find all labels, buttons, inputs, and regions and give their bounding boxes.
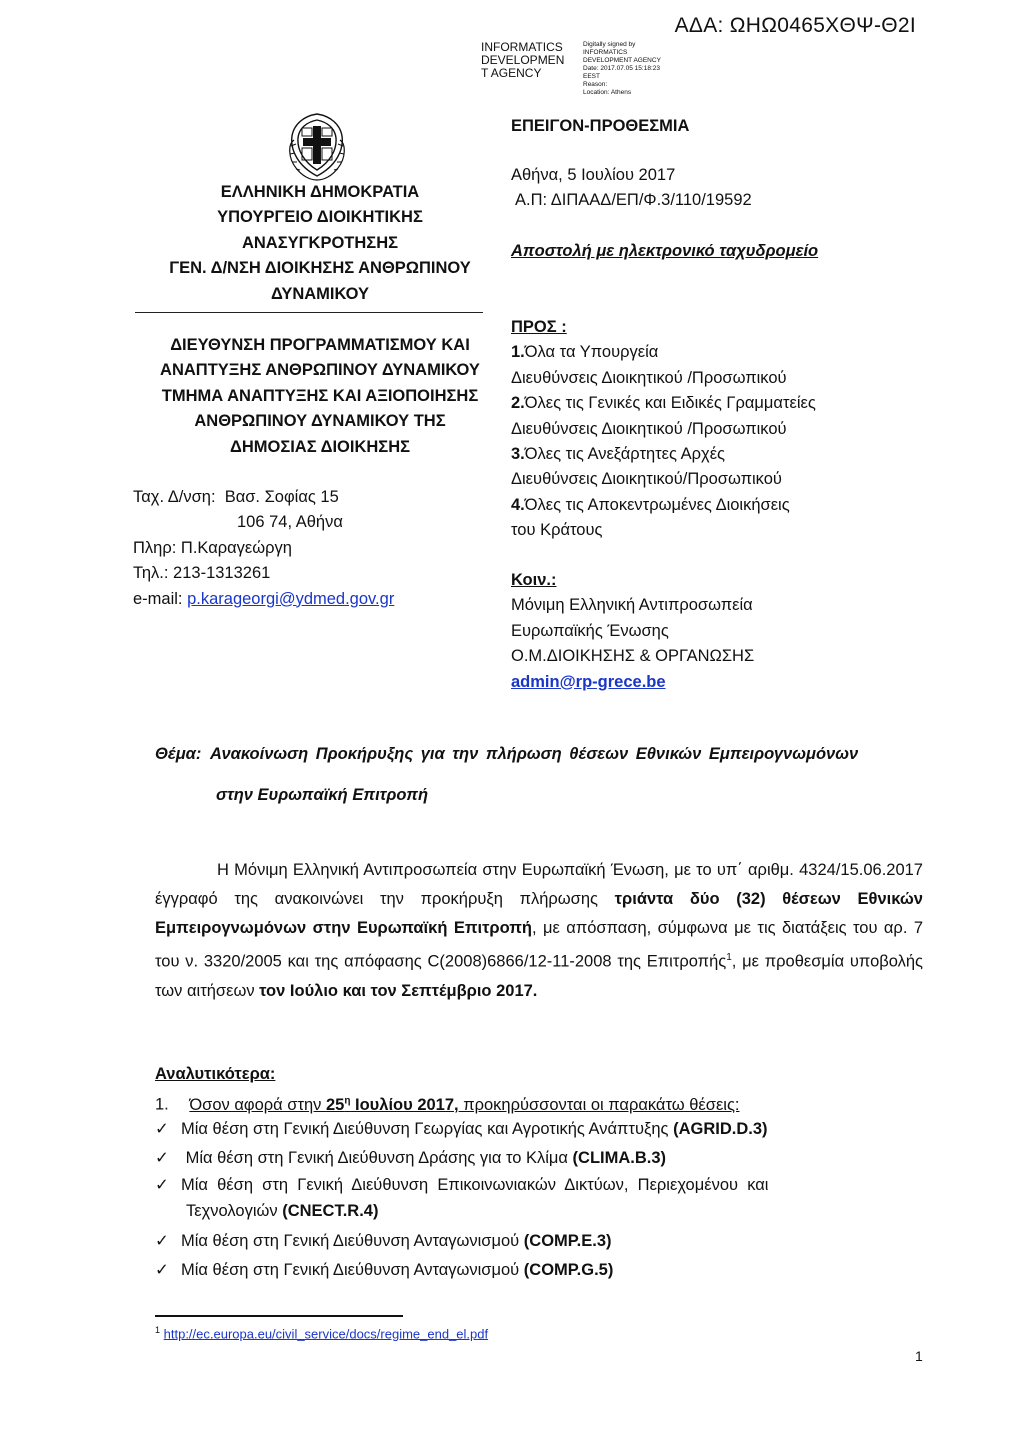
recipient-subline: Διευθύνσεις Διοικητικού /Προσωπικού: [511, 419, 787, 438]
details-heading: Αναλυτικότερα:: [155, 1065, 276, 1083]
email-link[interactable]: p.karageorgi@ydmed.gov.gr: [187, 589, 395, 608]
recipient-number: 1.: [511, 343, 525, 362]
recipients-block: [511, 315, 816, 544]
subject-label: Θέμα:: [155, 745, 202, 763]
footnote-number: 1: [155, 1325, 161, 1335]
recipient-subline: Διευθύνσεις Διοικητικού/Προσωπικού: [511, 470, 782, 489]
signature-detail-line: DEVELOPMENT AGENCY: [583, 57, 661, 64]
body-paragraph: [155, 856, 923, 1006]
recipient-name: Όλα τα Υπουργεία: [524, 343, 659, 362]
header-line: ΥΠΟΥΡΓΕΙΟ ΔΙΟΙΚΗΤΙΚΗΣ: [217, 208, 423, 227]
address-street: Βασ. Σοφίας 15: [224, 488, 339, 506]
item-number: 1.: [155, 1095, 169, 1114]
recipient-item: [511, 493, 816, 518]
ministry-header: [130, 180, 510, 307]
header-line: ΑΝΘΡΩΠΙΝΟΥ ΔΥΝΑΜΙΚΟΥ ΤΗΣ: [194, 412, 446, 431]
cc-line: Ο.Μ.ΔΙΟΙΚΗΣΗΣ & ΟΡΓΑΝΩΣΗΣ: [511, 647, 755, 666]
recipient-subline: του Κράτους: [511, 521, 603, 540]
recipient-name: Όλες τις Ανεξάρτητες Αρχές: [524, 445, 725, 464]
item-text: Όσον αφορά στην: [189, 1095, 326, 1114]
position-item: [155, 1115, 768, 1144]
document-date: Αθήνα, 5 Ιουλίου 2017: [511, 166, 676, 184]
address-contact: Πληρ: Π.Καραγεώργη: [133, 538, 292, 557]
body-text: , με προθεσμία υποβολής των αιτήσεων: [155, 952, 923, 1000]
recipient-subline: Διευθύνσεις Διοικητικού /Προσωπικού: [511, 368, 787, 387]
body-text: Η Μόνιμη Ελληνική Αντιπροσωπεία στην Ευρωπαϊκή Ένωση, με το υπ΄ αριθμ. 4324/15.06.2017 έγγραφό της ανακοινώνει την προκήρυξη πλήρωσης: [155, 861, 923, 908]
check-icon: ✓: [155, 1232, 169, 1250]
recipient-item: [511, 442, 816, 467]
signature-org-line: INFORMATICS: [481, 40, 563, 54]
address-block: [133, 485, 394, 612]
protocol-number: Α.Π: ΔΙΠΑΑΔ/ΕΠ/Φ.3/110/19592: [515, 191, 752, 209]
cc-line: Ευρωπαϊκής Ένωσης: [511, 621, 669, 640]
signature-detail-line: Digitally signed by: [583, 41, 636, 48]
signature-organization: [481, 41, 581, 80]
address-street-line: [133, 485, 394, 510]
recipient-number: 2.: [511, 394, 525, 413]
footnote-divider: [155, 1315, 403, 1317]
item-date-suffix: η: [344, 1095, 351, 1106]
position-code: (COMP.G.5): [523, 1261, 614, 1279]
subject-continuation: στην Ευρωπαϊκή Επιτροπή: [216, 786, 429, 804]
recipient-name: Όλες τις Γενικές και Ειδικές Γραμματείες: [524, 394, 816, 413]
urgent-label: ΕΠΕΙΓΟΝ-ΠΡΟΘΕΣΜΙΑ: [511, 117, 690, 135]
header-line: ΑΝΑΣΥΓΚΡΟΤΗΣΗΣ: [241, 233, 399, 252]
check-icon: ✓: [155, 1149, 169, 1167]
position-item-continuation: [186, 1197, 378, 1226]
position-item: [155, 1227, 612, 1256]
recipient-number: 4.: [511, 495, 525, 514]
check-icon: ✓: [155, 1120, 169, 1138]
signature-org-line: DEVELOPMEN: [481, 53, 565, 67]
cc-email-link[interactable]: admin@rp-grece.be: [511, 672, 666, 691]
signature-detail-line: Location: Athens: [583, 89, 632, 96]
signature-detail-line: Reason:: [583, 81, 608, 88]
signature-detail-line: INFORMATICS: [583, 49, 628, 56]
item-date-rest: Ιουλίου 2017,: [350, 1095, 459, 1114]
footnote-ref: 1: [726, 952, 732, 963]
recipient-name: Όλες τις Αποκεντρωμένες Διοικήσεις: [524, 495, 790, 514]
item-text: προκηρύσσονται οι παρακάτω θέσεις:: [458, 1095, 740, 1114]
ada-code: ΑΔΑ: ΩΗΩ0465ΧΘΨ-Θ2Ι: [674, 14, 916, 37]
position-text: Μία θέση στη Γενική Διεύθυνση Δράσης για το Κλίμα: [181, 1149, 573, 1167]
address-phone: Τηλ.: 213-1313261: [133, 564, 271, 583]
cc-label: Κοιν.:: [511, 571, 557, 589]
recipient-item: [511, 340, 816, 365]
body-bold-text: τριάντα δύο (32) θέσεων Εθνικών Εμπειρογνωμόνων στην Ευρωπαϊκή Επιτροπή: [155, 890, 923, 937]
page-number: 1: [915, 1348, 923, 1364]
position-code: (CNECT.R.4): [282, 1202, 379, 1220]
check-icon: ✓: [155, 1176, 169, 1194]
signature-org-line: T AGENCY: [481, 66, 542, 80]
position-text: Μία θέση στη Γενική Διεύθυνση Ανταγωνισμού: [181, 1261, 524, 1279]
recipients-label: ΠΡΟΣ :: [511, 318, 567, 336]
position-text: Μία θέση στη Γενική Διεύθυνση Γεωργίας και Αγροτικής Ανάπτυξης: [181, 1120, 674, 1138]
header-line: ΤΜΗΜΑ ΑΝΑΠΤΥΞΗΣ ΚΑΙ ΑΞΙΟΠΟΙΗΣΗΣ: [161, 386, 479, 405]
footnote-link[interactable]: http://ec.europa.eu/civil_service/docs/regime_end_el.pdf: [163, 1326, 489, 1342]
subject-text: Ανακοίνωση Προκήρυξης για την πλήρωση θέσεων Εθνικών Εμπειρογνωμόνων: [210, 745, 859, 763]
email-label: e-mail:: [133, 589, 188, 608]
header-line: ΑΝΑΠΤΥΞΗΣ ΑΝΘΡΩΠΙΝΟΥ ΔΥΝΑΜΙΚΟΥ: [160, 361, 480, 380]
position-code: (CLIMA.B.3): [572, 1149, 667, 1167]
position-code: (AGRID.D.3): [673, 1120, 768, 1138]
subject-line: [155, 745, 925, 764]
body-text: , με απόσπαση, σύμφωνα με τις διατάξεις του αρ. 7 του ν. 3320/2005 και της απόφασης C(2008)6866/12-11-2008 της Επιτροπής: [155, 919, 924, 971]
item-1-text: [173, 1096, 739, 1114]
position-item: [155, 1171, 925, 1200]
item-date: 25: [325, 1095, 345, 1114]
recipient-number: 3.: [511, 445, 525, 464]
header-divider: [135, 312, 483, 313]
position-text: Τεχνολογιών: [186, 1202, 283, 1220]
coat-of-arms-icon: [282, 110, 352, 182]
position-text: Μία θέση στη Γενική Διεύθυνση Επικοινωνιακών Δικτύων, Περιεχομένου και: [181, 1176, 769, 1194]
body-bold-text: τον Ιούλιο και τον Σεπτέμβριο 2017.: [259, 981, 538, 1000]
check-icon: ✓: [155, 1261, 169, 1279]
position-text: Μία θέση στη Γενική Διεύθυνση Ανταγωνισμού: [181, 1232, 524, 1250]
directorate-header: [130, 333, 510, 460]
signature-detail-line: EEST: [583, 73, 600, 80]
footnote: [155, 1325, 488, 1341]
recipient-item: [511, 391, 816, 416]
position-item: [155, 1256, 613, 1285]
cc-line: Μόνιμη Ελληνική Αντιπροσωπεία: [511, 596, 753, 615]
position-item: [155, 1144, 666, 1173]
delivery-method: Αποστολή με ηλεκτρονικό ταχυδρομείο: [511, 242, 819, 260]
address-email-line: [133, 587, 394, 612]
signature-detail-line: Date: 2017.07.05 15:18:23: [583, 65, 660, 72]
header-line: ΕΛΛΗΝΙΚΗ ΔΗΜΟΚΡΑΤΙΑ: [220, 183, 420, 201]
address-street-label: Ταχ. Δ/νση:: [133, 488, 216, 506]
cc-block: [511, 568, 754, 695]
address-city: 106 74, Αθήνα: [237, 513, 343, 532]
signature-details: [583, 41, 703, 97]
header-line: ΔΥΝΑΜΙΚΟΥ: [270, 284, 370, 303]
position-code: (COMP.E.3): [523, 1232, 612, 1250]
header-line: ΓΕΝ. Δ/ΝΣΗ ΔΙΟΙΚΗΣΗΣ ΑΝΘΡΩΠΙΝΟΥ: [169, 259, 471, 278]
header-line: ΔΙΕΥΘΥΝΣΗ ΠΡΟΓΡΑΜΜΑΤΙΣΜΟΥ ΚΑΙ: [170, 336, 470, 354]
header-line: ΔΗΜΟΣΙΑΣ ΔΙΟΙΚΗΣΗΣ: [229, 437, 411, 456]
